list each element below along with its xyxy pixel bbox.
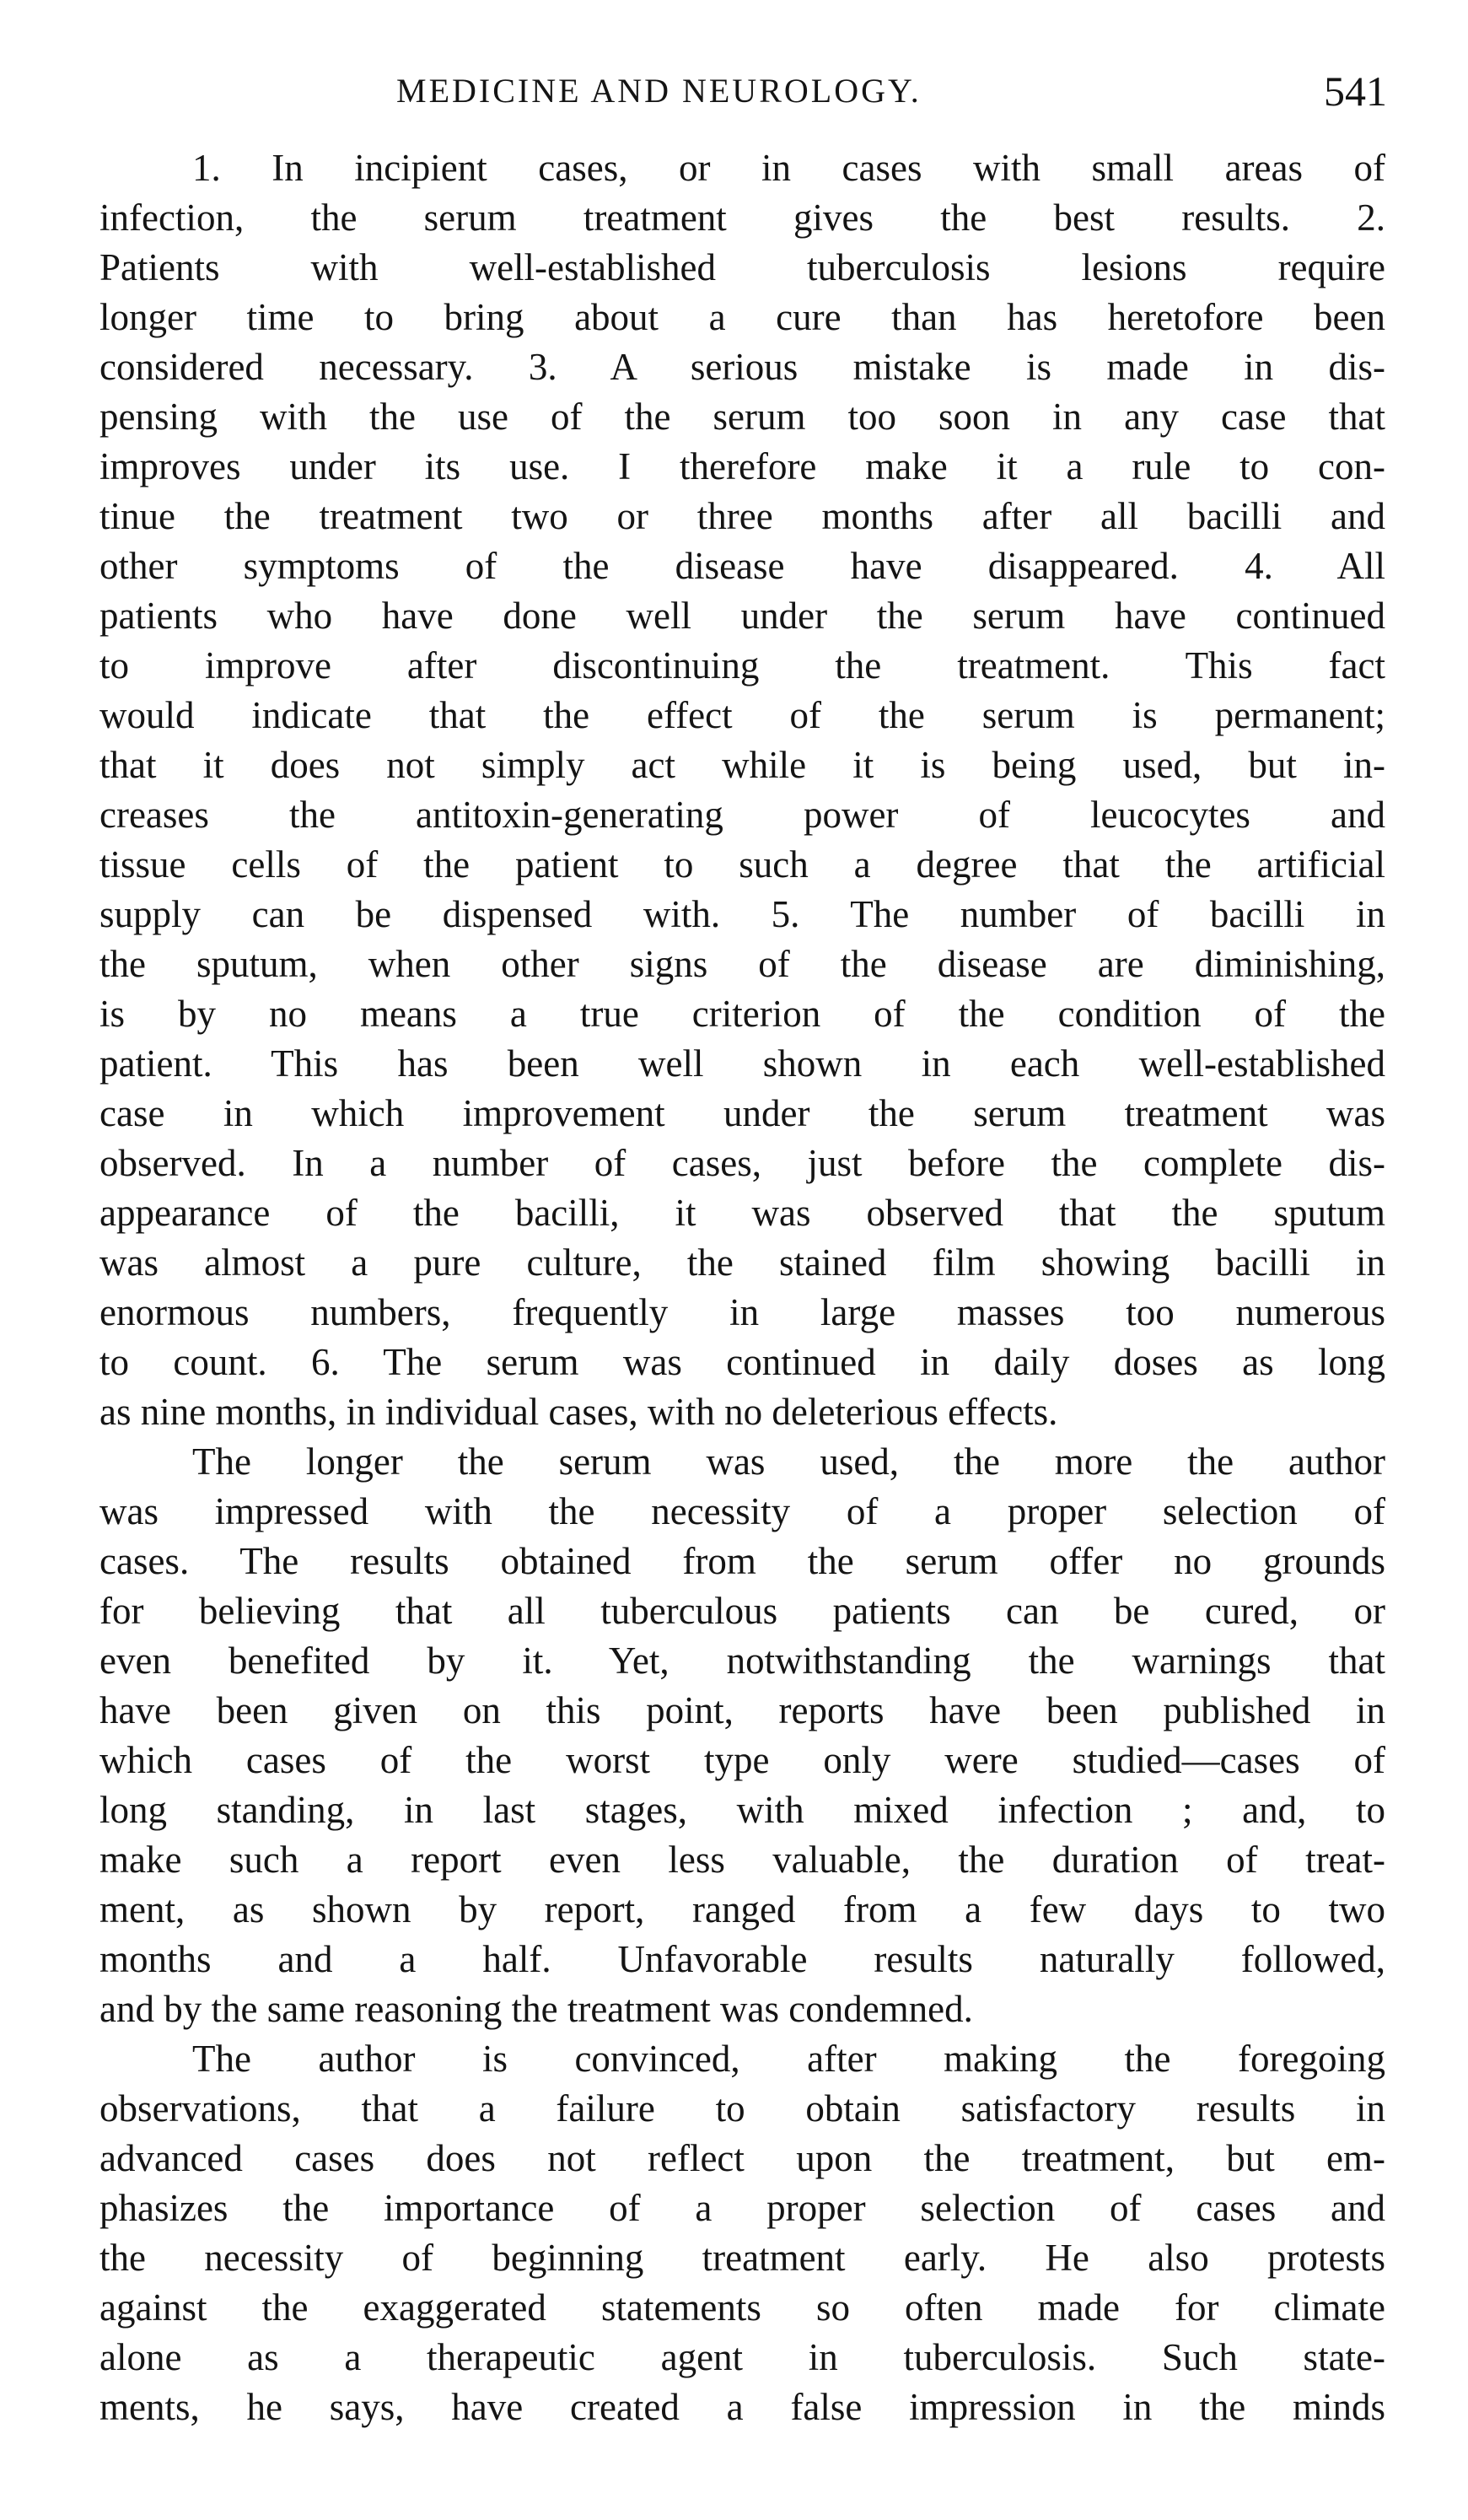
text-line: improves under its use. I therefore make it a rule to con- (99, 445, 1385, 487)
text-line: The longer the serum was used, the more the author (192, 1440, 1385, 1483)
text-line: ments, he says, have created a false impression in the minds (99, 2386, 1385, 2428)
text-line: for believing that all tuberculous patients can be cured, or (99, 1590, 1385, 1632)
paragraph-container (99, 143, 1385, 2432)
text-line: infection, the serum treatment gives the best results. 2. (99, 197, 1385, 239)
text-line: alone as a therapeutic agent in tuberculosis. Such state- (99, 2336, 1385, 2378)
text-line: even benefited by it. Yet, notwithstanding the warnings that (99, 1640, 1385, 1682)
running-head-title: MEDICINE AND NEUROLOGY. (396, 72, 922, 110)
text-line: advanced cases does not reflect upon the treatment, but em- (99, 2137, 1385, 2179)
text-line: is by no means a true criterion of the condition of the (99, 993, 1385, 1035)
text-line: months and a half. Unfavorable results naturally followed, (99, 1938, 1385, 1980)
text-line: observed. In a number of cases, just before the complete dis- (99, 1142, 1385, 1184)
text-line: phasizes the importance of a proper selection of cases and (99, 2187, 1385, 2229)
text-line: appearance of the bacilli, it was observed that the sputum (99, 1192, 1385, 1234)
text-line: considered necessary. 3. A serious mistake is made in dis- (99, 346, 1385, 388)
running-head (0, 57, 1468, 125)
text-line: the necessity of beginning treatment early. He also protests (99, 2237, 1385, 2279)
text-line: have been given on this point, reports have been published in (99, 1689, 1385, 1731)
text-line: would indicate that the effect of the serum is permanent; (99, 694, 1385, 736)
text-line: observations, that a failure to obtain satisfactory results in (99, 2087, 1385, 2130)
text-line: supply can be dispensed with. 5. The number of bacilli in (99, 893, 1385, 935)
paragraph (99, 2034, 1385, 2432)
text-line: patient. This has been well shown in each well-established (99, 1042, 1385, 1085)
text-line: The author is convinced, after making the foregoing (192, 2038, 1385, 2080)
text-line: which cases of the worst type only were studied—cases of (99, 1739, 1385, 1781)
text-line: as nine months, in individual cases, with no deleterious effects. (99, 1391, 1058, 1433)
body-text (99, 143, 1385, 2432)
text-line: other symptoms of the disease have disappeared. 4. All (99, 545, 1385, 587)
text-line: longer time to bring about a cure than has heretofore been (99, 296, 1385, 338)
text-line: pensing with the use of the serum too soon in any case that (99, 396, 1385, 438)
page-number: 541 (1324, 67, 1387, 115)
text-line: tissue cells of the patient to such a degree that the artificial (99, 843, 1385, 886)
text-line: that it does not simply act while it is being used, but in- (99, 744, 1385, 786)
text-line: the sputum, when other signs of the disease are diminishing, (99, 943, 1385, 985)
text-line: ment, as shown by report, ranged from a few days to two (99, 1888, 1385, 1930)
text-line: tinue the treatment two or three months after all bacilli and (99, 495, 1385, 537)
text-line: against the exaggerated statements so often made for climate (99, 2286, 1385, 2329)
text-line: to count. 6. The serum was continued in daily doses as long (99, 1341, 1385, 1383)
text-line: case in which improvement under the serum treatment was (99, 1092, 1385, 1134)
text-line: was impressed with the necessity of a proper selection of (99, 1490, 1385, 1532)
text-line: Patients with well-established tuberculosis lesions require (99, 246, 1385, 288)
text-line: and by the same reasoning the treatment was condemned. (99, 1988, 973, 2030)
text-line: enormous numbers, frequently in large masses too numerous (99, 1291, 1385, 1333)
text-line: patients who have done well under the serum have continued (99, 595, 1385, 637)
text-line: 1. In incipient cases, or in cases with small areas of (192, 147, 1385, 189)
text-line: creases the antitoxin-generating power of leucocytes and (99, 794, 1385, 836)
paragraph (99, 1437, 1385, 2034)
text-line: was almost a pure culture, the stained film showing bacilli in (99, 1241, 1385, 1284)
paragraph (99, 143, 1385, 1437)
text-line: to improve after discontinuing the treatment. This fact (99, 644, 1385, 687)
text-line: long standing, in last stages, with mixed infection ; and, to (99, 1789, 1385, 1831)
text-line: make such a report even less valuable, the duration of treat- (99, 1839, 1385, 1881)
text-line: cases. The results obtained from the serum offer no grounds (99, 1540, 1385, 1582)
